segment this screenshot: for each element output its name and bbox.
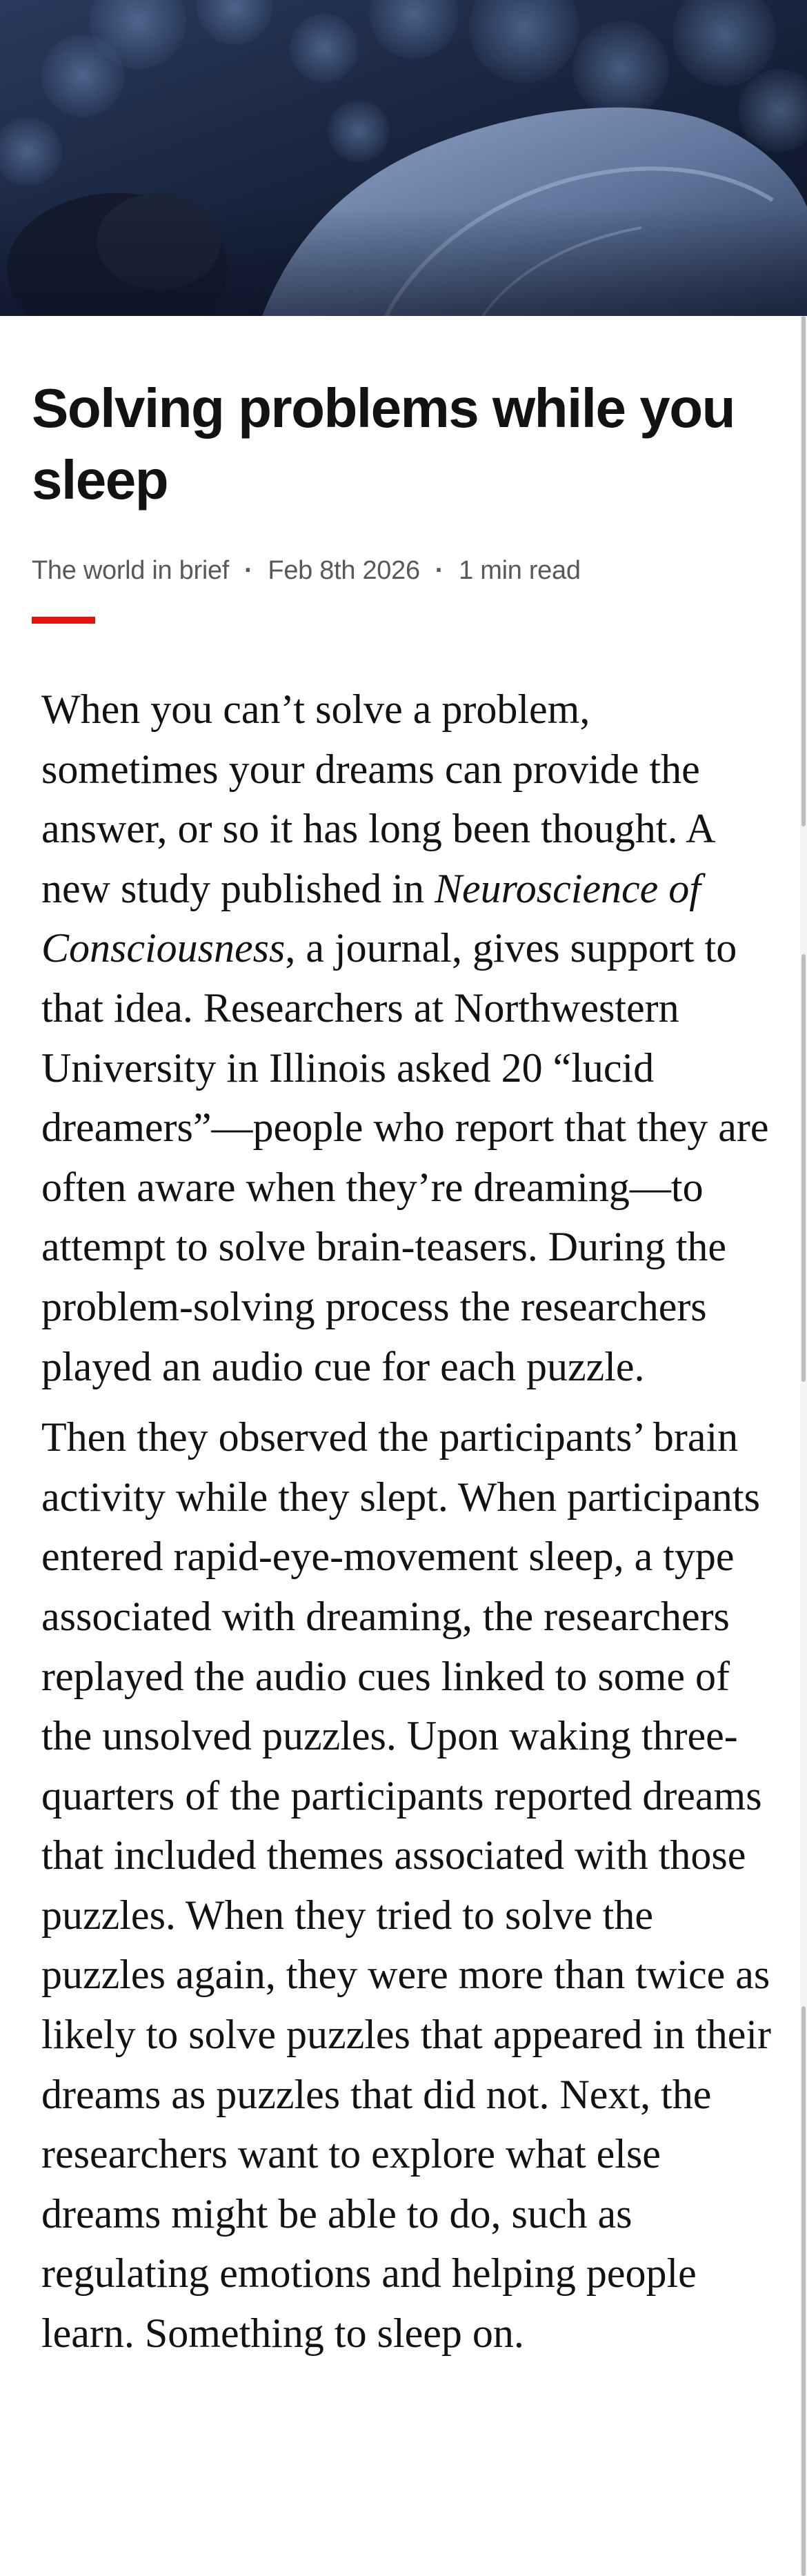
hero-image: [0, 0, 807, 316]
meta-separator: ·: [435, 556, 444, 585]
body-paragraph-2: Then they observed the participants’ brain activity while they slept. When participants entered rapid-eye-movement sleep, a type associated with dreaming, the researchers replayed the audio cues linked to some of the unsolved puzzles. Upon waking three-quarters of the participants reported dreams that included themes associated with those puzzles. When they tried to solve the puzzles again, they were more than twice as likely to solve puzzles that appeared in their dreams as puzzles that did not. Next, the researchers want to explore what else dreams might be able to do, such as regulating emotions and helping people learn. Something to sleep on.: [41, 1414, 771, 2357]
scrollbar-thumb-top[interactable]: [801, 316, 806, 826]
article-meta: [32, 556, 581, 586]
accent-rule: [32, 617, 95, 624]
paragraph-1-lead: When you can’t solve a problem, sometimes your dreams can provide the answer, or so it has long been thought. A new study published in: [41, 686, 714, 911]
article-body: [41, 680, 773, 2375]
body-paragraph-1: [41, 680, 773, 1396]
journal-name: Neuroscience of Consciousness: [41, 865, 701, 971]
publish-date: Feb 8th 2026: [268, 556, 420, 585]
scrollbar-thumb-bottom[interactable]: [801, 2006, 806, 2576]
hero-photo-icon: [0, 0, 807, 316]
section-link[interactable]: The world in brief: [32, 556, 230, 585]
paragraph-1-rest: , a journal, gives support to that idea. Researchers at Northwestern University in Illinois asked 20 “lucid dreamers”—people who report that they are often aware when they’re dreaming—to attempt to solve brain-teasers. During the problem-solving process the researchers played an audio cue for each puzzle.: [41, 925, 769, 1389]
article-headline: Solving problems while you sleep: [32, 377, 735, 511]
scrollbar-thumb-mid[interactable]: [801, 954, 806, 1382]
read-time: 1 min read: [459, 556, 581, 585]
scrollbar[interactable]: [800, 316, 807, 2576]
meta-separator: ·: [244, 556, 253, 585]
